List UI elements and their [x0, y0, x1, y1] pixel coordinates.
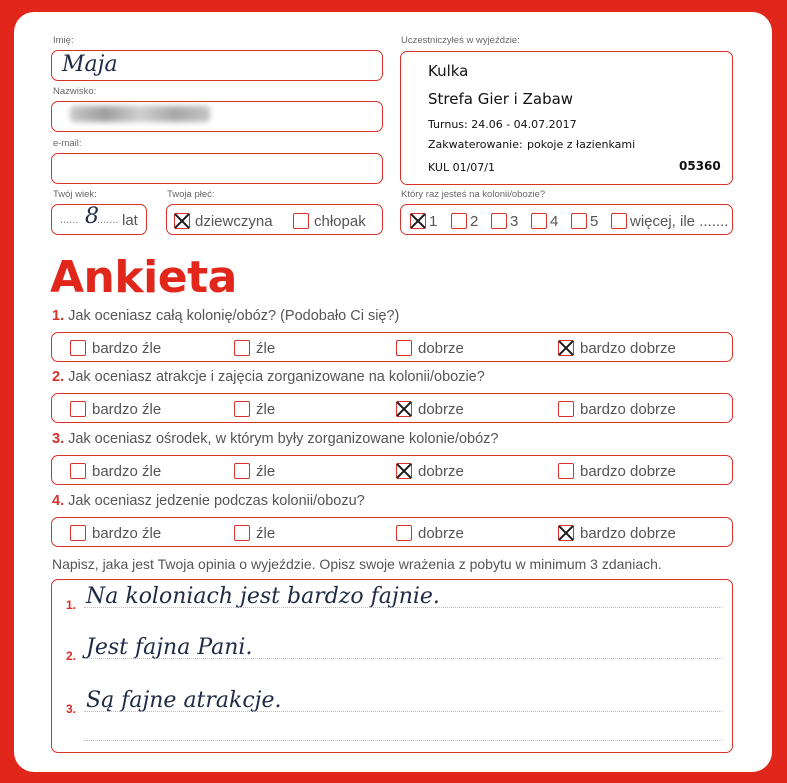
- question-text: Jak oceniasz całą kolonię/obóz? (Podobało Ci się?): [68, 308, 400, 324]
- checkbox-checked[interactable]: [410, 213, 426, 229]
- survey-title: Ankieta: [50, 252, 237, 303]
- name-label: Imię:: [53, 35, 74, 46]
- checkbox-checked[interactable]: [396, 401, 412, 417]
- checkbox[interactable]: [70, 401, 86, 417]
- answer-option[interactable]: [396, 400, 464, 418]
- age-dots-before: ......: [60, 214, 79, 226]
- camp-subtitle: Strefa Gier i Zabaw: [428, 90, 574, 108]
- surname-field[interactable]: [51, 101, 383, 132]
- writing-line: [84, 658, 722, 659]
- checkbox[interactable]: [70, 340, 86, 356]
- checkbox-checked[interactable]: [174, 213, 190, 229]
- answer-label: bardzo dobrze: [580, 524, 676, 542]
- answer-option[interactable]: [70, 462, 161, 480]
- answer-option[interactable]: [558, 339, 676, 357]
- checkbox[interactable]: [451, 213, 467, 229]
- times-option-1[interactable]: 1: [410, 212, 437, 230]
- gender-option-boy[interactable]: chłopak: [293, 212, 366, 230]
- answer-option[interactable]: [558, 400, 676, 418]
- opinion-num: 2.: [66, 649, 77, 663]
- question-number: 3.: [52, 431, 65, 447]
- opinion-text: Jest fajna Pani.: [86, 635, 253, 660]
- answer-label: źle: [256, 400, 276, 418]
- checkbox[interactable]: [234, 401, 250, 417]
- opinion-prompt: Napisz, jaka jest Twoja opinia o wyjeździe. Opisz swoje wrażenia z pobytu w minimum 3 zdaniach.: [52, 556, 662, 572]
- answer-option[interactable]: [234, 400, 275, 418]
- times-option-4[interactable]: 4: [531, 212, 558, 230]
- question-number: 1.: [52, 308, 65, 324]
- checkbox[interactable]: [234, 340, 250, 356]
- answer-label: dobrze: [418, 400, 464, 418]
- answer-label: dobrze: [418, 462, 464, 480]
- checkbox-checked[interactable]: [558, 525, 574, 541]
- age-unit: lat: [122, 212, 138, 229]
- answer-label: bardzo dobrze: [580, 462, 676, 480]
- times-option-more[interactable]: więcej, ile .......: [611, 212, 728, 230]
- camp-lodging-label: Zakwaterowanie:: [428, 138, 523, 151]
- answer-label: źle: [256, 524, 276, 542]
- writing-line: [84, 740, 722, 741]
- camp-number: 05360: [679, 159, 721, 173]
- camp-lodging-value: pokoje z łazienkami: [527, 138, 636, 151]
- answer-label: bardzo źle: [92, 462, 162, 480]
- answer-option[interactable]: [234, 524, 275, 542]
- checkbox-checked[interactable]: [558, 340, 574, 356]
- answer-label: źle: [256, 339, 276, 357]
- answer-option[interactable]: [558, 462, 676, 480]
- answer-option[interactable]: [396, 524, 464, 542]
- answer-row-4: [51, 517, 733, 547]
- answer-label: bardzo dobrze: [580, 339, 676, 357]
- question-1: [52, 308, 399, 324]
- age-label: Twój wiek:: [53, 189, 97, 200]
- writing-line: [84, 711, 722, 712]
- times-option-2[interactable]: 2: [451, 212, 478, 230]
- times-label: Który raz jesteś na kolonii/obozie?: [401, 189, 546, 200]
- question-number: 4.: [52, 493, 65, 509]
- age-field[interactable]: [51, 204, 147, 235]
- answer-label: źle: [256, 462, 276, 480]
- question-text: Jak oceniasz jedzenie podczas kolonii/obozu?: [68, 493, 365, 509]
- opinion-num: 1.: [66, 598, 77, 612]
- checkbox[interactable]: [396, 340, 412, 356]
- camp-code: KUL 01/07/1: [428, 161, 495, 174]
- surname-label: Nazwisko:: [53, 86, 97, 97]
- question-4: [52, 493, 365, 509]
- question-text: Jak oceniasz ośrodek, w którym były zorganizowane kolonie/obóz?: [68, 431, 499, 447]
- checkbox[interactable]: [558, 463, 574, 479]
- answer-row-1: [51, 332, 733, 362]
- answer-option[interactable]: [558, 524, 676, 542]
- question-3: [52, 431, 498, 447]
- question-text: Jak oceniasz atrakcje i zajęcia zorganizowane na kolonii/obozie?: [68, 369, 485, 385]
- answer-option[interactable]: [396, 339, 464, 357]
- writing-line: [84, 607, 722, 608]
- answer-label: bardzo źle: [92, 339, 162, 357]
- age-dots-after: .......: [97, 214, 119, 226]
- answer-label: bardzo dobrze: [580, 400, 676, 418]
- question-number: 2.: [52, 369, 65, 385]
- checkbox[interactable]: [558, 401, 574, 417]
- times-option-3[interactable]: 3: [491, 212, 518, 230]
- checkbox[interactable]: [531, 213, 547, 229]
- camp-turnus: Turnus: 24.06 - 04.07.2017: [428, 118, 577, 131]
- surname-redacted: [70, 106, 210, 122]
- answer-option[interactable]: [70, 524, 161, 542]
- checkbox[interactable]: [70, 463, 86, 479]
- times-field: [400, 204, 733, 235]
- answer-option[interactable]: [70, 339, 161, 357]
- name-field[interactable]: [51, 50, 383, 81]
- email-field[interactable]: [51, 153, 383, 184]
- answer-row-3: [51, 455, 733, 485]
- checkbox[interactable]: [234, 525, 250, 541]
- gender-field: [166, 204, 383, 235]
- checkbox-checked[interactable]: [396, 463, 412, 479]
- name-value: Maja: [62, 52, 118, 77]
- checkbox[interactable]: [491, 213, 507, 229]
- checkbox[interactable]: [70, 525, 86, 541]
- gender-label: Twoja płeć:: [167, 189, 215, 200]
- times-option-5[interactable]: 5: [571, 212, 598, 230]
- checkbox[interactable]: [293, 213, 309, 229]
- opinion-text: Są fajne atrakcje.: [86, 688, 282, 713]
- answer-row-2: [51, 393, 733, 423]
- answer-option[interactable]: [234, 462, 275, 480]
- answer-option[interactable]: [234, 339, 275, 357]
- answer-label: dobrze: [418, 524, 464, 542]
- answer-option[interactable]: [396, 462, 464, 480]
- answer-option[interactable]: [70, 400, 161, 418]
- checkbox[interactable]: [611, 213, 627, 229]
- question-2: [52, 369, 485, 385]
- answer-label: dobrze: [418, 339, 464, 357]
- email-label: e-mail:: [53, 138, 82, 149]
- gender-option-girl[interactable]: dziewczyna: [174, 212, 273, 230]
- camp-label: Uczestniczyłeś w wyjeździe:: [401, 35, 520, 46]
- camp-info-box: [400, 51, 733, 185]
- opinion-box[interactable]: [51, 579, 733, 753]
- answer-label: bardzo źle: [92, 400, 162, 418]
- camp-name: Kulka: [428, 62, 469, 80]
- opinion-text: Na koloniach jest bardzo fajnie.: [86, 584, 440, 609]
- answer-label: bardzo źle: [92, 524, 162, 542]
- age-value: 8: [85, 204, 99, 229]
- checkbox[interactable]: [396, 525, 412, 541]
- checkbox[interactable]: [234, 463, 250, 479]
- checkbox[interactable]: [571, 213, 587, 229]
- opinion-num: 3.: [66, 702, 77, 716]
